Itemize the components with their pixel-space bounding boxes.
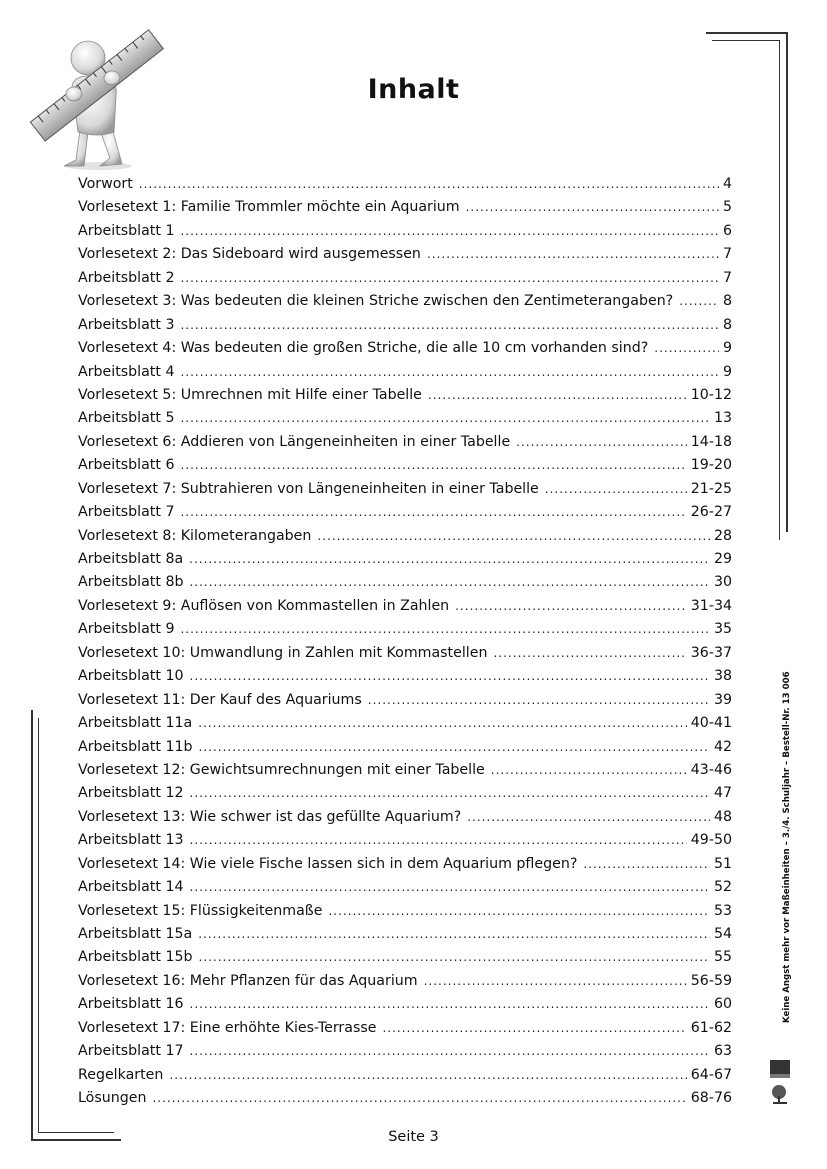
dot-leader: [180, 501, 686, 524]
dot-leader: [189, 571, 709, 594]
frame-top-right-h2: [712, 40, 780, 41]
toc-entry-page: 30: [713, 574, 732, 591]
toc-entry-label: Vorlesetext 4: Was bedeuten die großen Striche, die alle 10 cm vorhanden sind?: [78, 340, 649, 357]
toc-entry: [78, 876, 732, 899]
toc-entry: [78, 923, 732, 946]
toc-entry-label: Arbeitsblatt 14: [78, 879, 184, 896]
toc-entry-label: Arbeitsblatt 1: [78, 222, 175, 239]
dot-leader: [180, 267, 718, 290]
toc-entry-label: Vorlesetext 16: Mehr Pflanzen für das Aquarium: [78, 972, 418, 989]
toc-entry-page: 54: [713, 926, 732, 942]
toc-entry-label: Arbeitsblatt 2: [78, 269, 175, 286]
toc-entry-page: 9: [722, 340, 732, 357]
toc-entry: [78, 642, 732, 665]
toc-entry-label: Vorwort: [78, 176, 133, 192]
toc-entry-label: Vorlesetext 11: Der Kauf des Aquariums: [78, 691, 362, 708]
toc-entry: [78, 736, 732, 759]
toc-entry-page: 38: [713, 668, 732, 685]
toc-entry-label: Vorlesetext 14: Wie viele Fische lassen sich in dem Aquarium pflegen?: [78, 855, 578, 872]
dot-leader: [466, 196, 719, 219]
toc-entry-page: 14-18: [690, 433, 732, 450]
toc-entry-page: 68-76: [690, 1090, 732, 1107]
dot-leader: [654, 337, 719, 360]
dot-leader: [139, 173, 719, 196]
toc-entry-label: Vorlesetext 3: Was bedeuten die kleinen Striche zwischen den Zentimeterangaben?: [78, 293, 674, 310]
toc-entry: [78, 478, 732, 501]
toc-entry-page: 53: [713, 902, 732, 919]
toc-entry-label: Lösungen: [78, 1090, 147, 1107]
frame-bottom-left-v2: [38, 718, 39, 1132]
toc-entry-page: 28: [713, 527, 732, 544]
toc-entry: [78, 946, 732, 969]
dot-leader: [190, 665, 710, 688]
toc-entry-page: 26-27: [690, 504, 732, 521]
toc-entry-label: Arbeitsblatt 8b: [78, 574, 184, 591]
toc-entry-label: Arbeitsblatt 3: [78, 316, 175, 333]
toc-entry-label: Arbeitsblatt 7: [78, 504, 175, 521]
toc-entry-label: Arbeitsblatt 15b: [78, 949, 193, 966]
dot-leader: [180, 407, 709, 430]
dot-leader: [424, 970, 687, 993]
dot-leader: [180, 220, 718, 243]
dot-leader: [180, 361, 718, 384]
toc-entry-page: 39: [713, 691, 732, 708]
dot-leader: [199, 736, 710, 759]
dot-leader: [190, 1040, 710, 1063]
toc-entry-page: 8: [722, 293, 732, 310]
toc-entry-page: 7: [722, 269, 732, 286]
toc-entry: [78, 220, 732, 243]
toc-entry-page: 48: [713, 808, 732, 825]
toc-entry: [78, 571, 732, 594]
toc-entry-page: 40-41: [690, 715, 732, 732]
toc-entry: [78, 1040, 732, 1063]
toc-entry: [78, 595, 732, 618]
toc-entry-label: Arbeitsblatt 4: [78, 363, 175, 380]
toc-entry-label: Arbeitsblatt 15a: [78, 926, 193, 942]
toc-entry: [78, 993, 732, 1016]
toc-entry-label: Vorlesetext 8: Kilometerangaben: [78, 527, 312, 544]
toc-entry: [78, 1064, 732, 1087]
toc-entry: [78, 618, 732, 641]
toc-entry: [78, 361, 732, 384]
toc-entry-label: Arbeitsblatt 17: [78, 1043, 184, 1060]
dot-leader: [428, 384, 687, 407]
toc-entry-page: 31-34: [690, 597, 732, 614]
dot-leader: [189, 548, 710, 571]
toc-entry-page: 60: [713, 996, 732, 1013]
toc-entry-label: Vorlesetext 2: Das Sideboard wird ausgemessen: [78, 246, 421, 263]
toc-entry: [78, 525, 732, 548]
toc-entry-page: 56-59: [690, 972, 732, 989]
toc-entry-label: Arbeitsblatt 11a: [78, 715, 193, 732]
toc-entry-page: 35: [713, 621, 732, 638]
frame-top-right-h1: [706, 32, 788, 34]
toc-entry: [78, 759, 732, 782]
toc-entry: [78, 970, 732, 993]
toc-entry: [78, 173, 732, 196]
table-of-contents: [78, 173, 732, 1111]
toc-entry-page: 10-12: [690, 386, 732, 403]
toc-entry-label: Arbeitsblatt 13: [78, 832, 184, 849]
toc-entry-page: 6: [722, 222, 732, 239]
toc-entry: [78, 1087, 732, 1110]
frame-top-right-v1: [786, 32, 788, 532]
toc-entry-label: Arbeitsblatt 11b: [78, 738, 193, 755]
dot-leader: [382, 1017, 686, 1040]
toc-entry: [78, 900, 732, 923]
toc-entry-page: 7: [722, 246, 732, 263]
toc-entry-page: 51: [713, 855, 732, 872]
dot-leader: [368, 689, 710, 712]
toc-entry-page: 21-25: [690, 480, 732, 497]
dot-leader: [198, 923, 710, 946]
dot-leader: [190, 993, 710, 1016]
toc-entry: [78, 314, 732, 337]
toc-entry: [78, 267, 732, 290]
toc-entry-page: 47: [713, 785, 732, 802]
dot-leader: [317, 525, 710, 548]
toc-entry-label: Vorlesetext 17: Eine erhöhte Kies-Terrasse: [78, 1019, 377, 1036]
toc-entry-page: 8: [722, 316, 732, 333]
side-publication-note: Keine Angst mehr vor Maßeinheiten – 3./4. Schuljahr – Bestell-Nr. 13 006: [782, 671, 792, 1023]
toc-entry-label: Arbeitsblatt 10: [78, 668, 184, 685]
toc-entry-label: Arbeitsblatt 6: [78, 457, 175, 474]
page-number: Seite 3: [388, 1129, 439, 1145]
toc-entry-label: Vorlesetext 7: Subtrahieren von Längeneinheiten in einer Tabelle: [78, 480, 539, 497]
toc-entry: [78, 454, 732, 477]
toc-entry-page: 52: [713, 879, 732, 896]
toc-entry: [78, 782, 732, 805]
toc-entry-page: 63: [713, 1043, 732, 1060]
dot-leader: [545, 478, 687, 501]
toc-entry-label: Vorlesetext 12: Gewichtsumrechnungen mit einer Tabelle: [78, 761, 485, 778]
toc-entry: [78, 548, 732, 571]
toc-entry-label: Vorlesetext 10: Umwandlung in Zahlen mit Kommastellen: [78, 644, 488, 661]
toc-entry-label: Vorlesetext 9: Auflösen von Kommastellen in Zahlen: [78, 597, 450, 614]
toc-entry: [78, 384, 732, 407]
toc-entry-page: 19-20: [690, 457, 732, 474]
toc-entry-label: Arbeitsblatt 5: [78, 410, 175, 427]
toc-entry-page: 4: [722, 176, 732, 192]
toc-entry: [78, 1017, 732, 1040]
toc-entry-page: 64-67: [690, 1066, 732, 1083]
toc-entry: [78, 431, 732, 454]
toc-entry-label: Vorlesetext 1: Familie Trommler möchte ein Aquarium: [78, 199, 460, 216]
dot-leader: [493, 642, 686, 665]
dot-leader: [679, 290, 719, 313]
toc-entry-page: 43-46: [690, 761, 732, 778]
publisher-logo-icon: [767, 1058, 793, 1106]
toc-entry: [78, 829, 732, 852]
toc-entry: [78, 689, 732, 712]
dot-leader: [190, 782, 710, 805]
toc-entry-label: Arbeitsblatt 12: [78, 785, 184, 802]
toc-entry-label: Regelkarten: [78, 1066, 164, 1083]
frame-top-right-v2: [779, 40, 780, 540]
dot-leader: [516, 431, 687, 454]
toc-entry-page: 61-62: [690, 1019, 732, 1036]
dot-leader: [328, 900, 710, 923]
toc-entry-label: Vorlesetext 15: Flüssigkeitenmaße: [78, 902, 323, 919]
toc-entry: [78, 806, 732, 829]
dot-leader: [169, 1064, 686, 1087]
toc-entry: [78, 853, 732, 876]
frame-bottom-left-v1: [31, 710, 33, 1140]
toc-entry-page: 49-50: [690, 832, 732, 849]
toc-entry: [78, 712, 732, 735]
dot-leader: [190, 876, 710, 899]
toc-entry-label: Vorlesetext 13: Wie schwer ist das gefüllte Aquarium?: [78, 808, 462, 825]
toc-entry: [78, 243, 732, 266]
dot-leader: [455, 595, 687, 618]
toc-entry-page: 9: [722, 363, 732, 380]
toc-entry-page: 55: [713, 949, 732, 966]
toc-entry-page: 36-37: [690, 644, 732, 661]
dot-leader: [180, 314, 718, 337]
toc-entry: [78, 196, 732, 219]
dot-leader: [427, 243, 719, 266]
toc-entry-label: Arbeitsblatt 8a: [78, 551, 184, 567]
dot-leader: [467, 806, 710, 829]
dot-leader: [198, 712, 687, 735]
toc-entry-label: Arbeitsblatt 9: [78, 621, 175, 638]
toc-entry-label: Vorlesetext 6: Addieren von Längeneinheiten in einer Tabelle: [78, 433, 511, 450]
toc-entry-label: Arbeitsblatt 16: [78, 996, 184, 1013]
toc-entry-page: 42: [713, 738, 732, 755]
dot-leader: [180, 618, 709, 641]
toc-entry: [78, 501, 732, 524]
dot-leader: [152, 1087, 686, 1110]
dot-leader: [180, 454, 686, 477]
toc-entry-label: Vorlesetext 5: Umrechnen mit Hilfe einer Tabelle: [78, 386, 422, 403]
toc-entry-page: 5: [722, 199, 732, 216]
toc-entry-page: 13: [713, 410, 732, 427]
toc-entry-page: 29: [713, 551, 732, 567]
toc-entry: [78, 665, 732, 688]
toc-entry: [78, 407, 732, 430]
dot-leader: [491, 759, 687, 782]
dot-leader: [199, 946, 710, 969]
dot-leader: [190, 829, 687, 852]
page-title: Inhalt: [367, 74, 460, 105]
dot-leader: [583, 853, 710, 876]
toc-entry: [78, 290, 732, 313]
toc-entry: [78, 337, 732, 360]
